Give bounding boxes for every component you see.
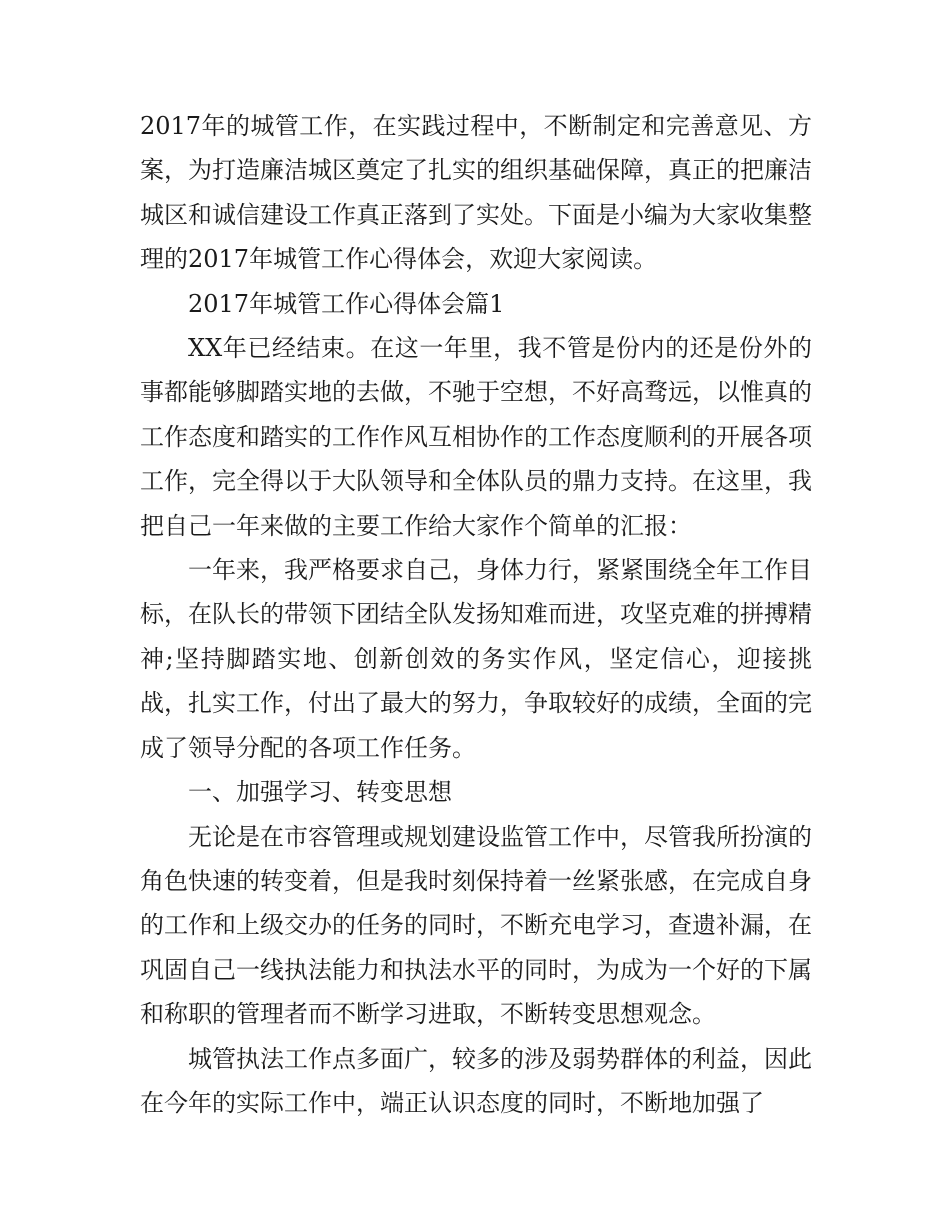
heading-study: 一、加强学习、转变思想 xyxy=(188,778,452,807)
paragraph-intro: 2017年的城管工作，在实践过程中，不断制定和完善意见、方案，为打造廉洁城区奠定了扎实的组织基础保障，真正的把廉洁城区和诚信建设工作真正落到了实处。下面是小编为大家收集整理的2017年城管工作心得体会，欢迎大家阅读。 xyxy=(140,112,812,274)
paragraph-year-summary: XX年已经结束。在这一年里，我不管是份内的还是份外的事都能够脚踏实地的去做，不驰于空想，不好高骛远，以惟真的工作态度和踏实的工作作风互相协作的工作态度顺利的开展各项工作，完全得以于大队领导和全体队员的鼎力支持。在这里，我把自己一年来做的主要工作给大家作个简单的汇报： xyxy=(140,334,812,540)
paragraph-enforcement: 城管执法工作点多面广，较多的涉及弱势群体的利益，因此在今年的实际工作中，端正认识态度的同时，不断地加强了 xyxy=(140,1044,812,1117)
paragraph-section-title: 2017年城管工作心得体会篇1 xyxy=(188,289,505,318)
paragraph-study: 无论是在市容管理或规划建设监管工作中，尽管我所扮演的角色快速的转变着，但是我时刻保持着一丝紧张感，在完成自身的工作和上级交办的任务的同时，不断充电学习，查遗补漏，在巩固自己一线执法能力和执法水平的同时，为成为一个好的下属和称职的管理者而不断学习进取，不断转变思想观念。 xyxy=(140,822,812,1029)
document-body xyxy=(140,104,812,1125)
paragraph-year-work: 一年来，我严格要求自己，身体力行，紧紧围绕全年工作目标，在队长的带领下团结全队发扬知难而进，攻坚克难的拼搏精神;坚持脚踏实地、创新创效的务实作风，坚定信心，迎接挑战，扎实工作，付出了最大的努力，争取较好的成绩，全面的完成了领导分配的各项工作任务。 xyxy=(140,556,812,762)
